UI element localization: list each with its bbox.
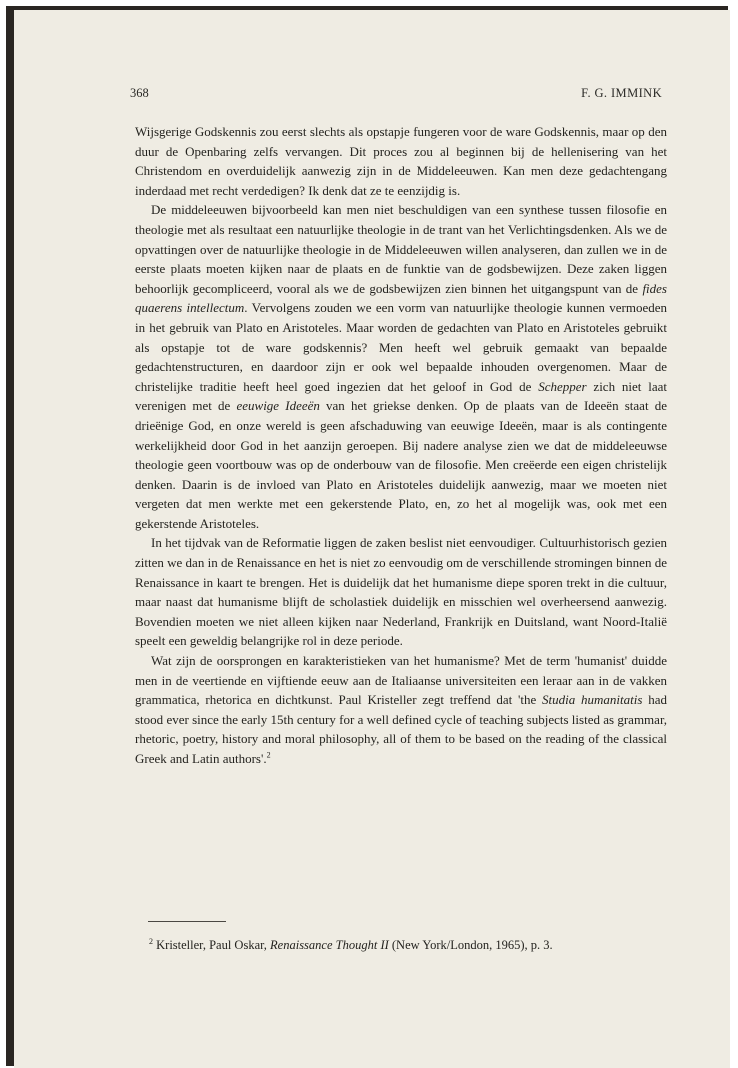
footnote-text: Kristeller, Paul Oskar,: [153, 938, 271, 952]
running-header: [130, 86, 662, 104]
text-run: Wijsgerige Godskennis zou eerst slechts als opstapje fungeren voor de ware Godskennis, maar op den duur de Openbaring zelfs vervangen. Dit proces zou al beginnen bij de hellenisering van het Christendom en overduidelijk aanwezig zijn in de Middeleeuwen. Kan men deze gedachtengang inderdaad met recht verdedigen? Ik denk dat ze te eenzijdig is.: [135, 124, 667, 198]
italic-phrase: Studia humanitatis: [542, 692, 643, 708]
italic-phrase: Schepper: [538, 378, 587, 394]
text-run: Wat zijn de oorsprongen en karakteristieken van het humanisme? Met de term 'humanist' duidde men in de veertiende en vijftiende eeuw aan de Italiaanse universiteiten een leraar aan in de vakken grammatica, rhetorica en dichtkunst. Paul Kristeller zegt treffend dat 'the: [135, 653, 667, 708]
running-head-author: F. G. IMMINK: [581, 86, 662, 100]
footnote-rule: [148, 921, 226, 922]
text-run: De middeleeuwen bijvoorbeeld kan men niet beschuldigen van een synthese tussen filosofie en theologie met als resultaat een natuurlijke theologie in de trant van het Verlichtingsdenken. Als we de opvattingen over de natuurlijke theologie in de Middeleeuwen willen analyseren, dan zullen we in de eerste plaats moeten kijken naar de plaats en de funktie van de godsbewijzen. Deze zaken liggen behoorlijk gecompliceerd, vooral als we de godsbewijzen zien binnen het uitgangspunt van de: [135, 202, 667, 296]
paragraph-1: [135, 122, 667, 200]
footnote-number: 2: [149, 936, 153, 946]
footnote-text: (New York/London, 1965), p. 3.: [388, 938, 553, 952]
footnote-marker: 2: [266, 750, 271, 760]
paragraph-4: [135, 651, 667, 769]
page-number: 368: [130, 86, 149, 100]
text-run: . Vervolgens zouden we een vorm van natuurlijke theologie kunnen vermoeden in het gebruik van Plato en Aristoteles. Maar worden de gedachten van Plato en Aristoteles gebruikt als opstapje tot de ware godskennis? Men heeft wel gebruik gemaakt van bepaalde gedachtenstructuren, en daardoor zijn er ook wel bepaalde inhouden overgenomen. Maar de christelijke traditie heeft heel goed ingezien dat het geloof in God de: [135, 300, 667, 394]
paragraph-3: [135, 533, 667, 651]
italic-phrase: eeuwige Ideeën: [236, 398, 320, 414]
text-run: zich niet laat verenigen met de: [135, 378, 667, 414]
italic-phrase: fides quaerens intellectum: [135, 280, 667, 316]
text-run: had stood ever since the early 15th century for a well defined cycle of teaching subjects listed as grammar, rhetoric, poetry, history and moral philosophy, all of them to be based on the reading of the classical Greek and Latin authors'.: [135, 692, 667, 766]
text-run: In het tijdvak van de Reformatie liggen de zaken beslist niet eenvoudiger. Cultuurhistorisch gezien zitten we dan in de Renaissance en het is niet zo eenvoudig om de verschillende stromingen binnen de Renaissance in kaart te brengen. Het is duidelijk dat het humanisme diepe sporen trekt in die cultuur, maar naast dat humanisme blijft de scholastiek duidelijk en misschien wel overheersend aanwezig. Bovendien moeten we niet alleen kijken naar Nederland, Frankrijk en Duitsland, want Noord-Italië speelt een geweldig belangrijke rol in deze periode.: [135, 535, 667, 649]
paragraph-2: [135, 200, 667, 533]
text-run: van het griekse denken. Op de plaats van de Ideeën staat de drieënige God, en onze wereld is geen afschaduwing van eeuwige Ideeën, maar is als contingente werkelijkheid door God in het aanzijn geroepen. Bij nadere analyse zien we dat de middeleeuwse theologie geen voortbouw was op de onderbouw van de filosofie. Men creëerde een eigen christelijk denken. Daarin is de invloed van Plato en Aristoteles duidelijk aanwezig, maar we moeten niet vergeten dat men werkte met een gekerstende Plato, en, zo het al mogelijk was, ook met een gekerstende Aristoteles.: [135, 398, 667, 531]
body-text: [135, 122, 667, 769]
footnote-title: Renaissance Thought II: [270, 938, 389, 952]
footnote: [149, 936, 669, 954]
